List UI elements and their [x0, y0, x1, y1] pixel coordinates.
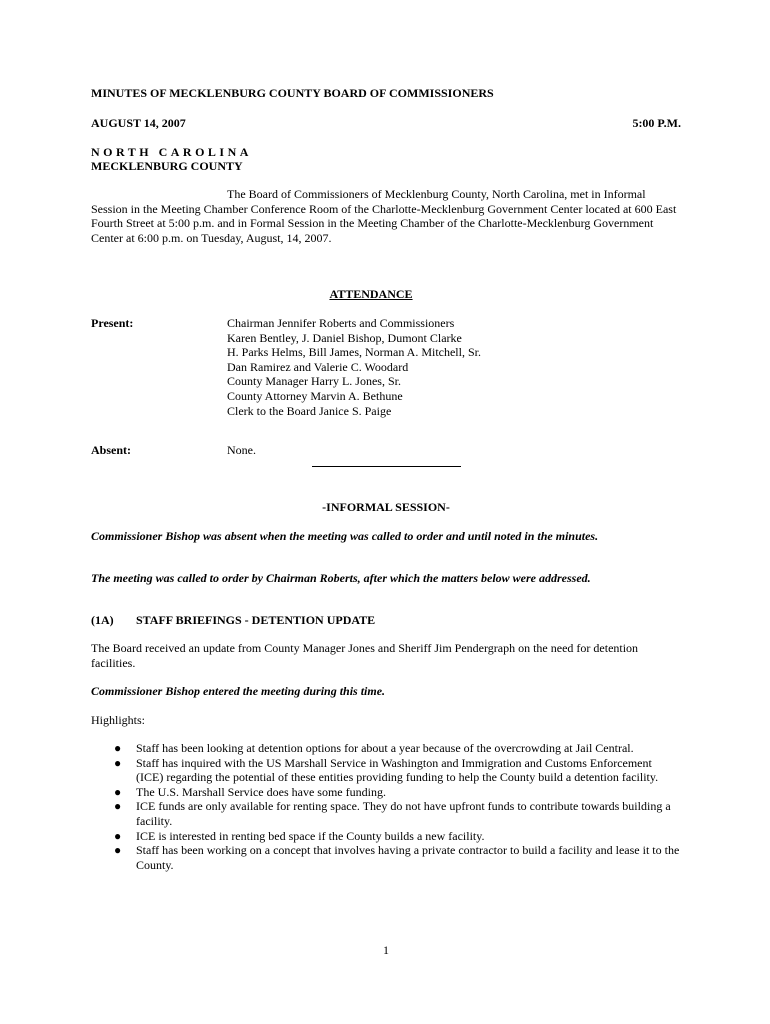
- list-item: [91, 756, 681, 785]
- list-item-text: Staff has inquired with the US Marshall Service in Washington and Immigration and Customs Enforcement (ICE) regarding the potential of these entities providing funding to help the County build a detention facility.: [136, 755, 659, 785]
- list-item-text: The U.S. Marshall Service does have some funding.: [136, 784, 386, 799]
- called-to-order-note: The meeting was called to order by Chairman Roberts, after which the matters below were addressed.: [91, 571, 591, 585]
- highlights-list: [91, 741, 681, 872]
- update-paragraph: The Board received an update from County Manager Jones and Sheriff Jim Pendergraph on the need for detention facilities.: [91, 641, 639, 670]
- bullet-icon: ●: [114, 843, 122, 858]
- bullet-icon: ●: [114, 784, 122, 799]
- present-line: Chairman Jennifer Roberts and Commissioners: [227, 316, 455, 330]
- bullet-icon: ●: [114, 799, 122, 814]
- present-line: Dan Ramirez and Valerie C. Woodard: [227, 359, 409, 374]
- county-name: MECKLENBURG COUNTY: [91, 159, 243, 173]
- meeting-date: AUGUST 14, 2007: [91, 116, 186, 130]
- list-item: [91, 829, 681, 844]
- bullet-icon: ●: [114, 755, 122, 770]
- present-line: Clerk to the Board Janice S. Paige: [227, 403, 392, 418]
- list-item: [91, 843, 681, 872]
- present-line: H. Parks Helms, Bill James, Norman A. Mitchell, Sr.: [227, 345, 481, 360]
- bishop-entered-note: Commissioner Bishop entered the meeting during this time.: [91, 684, 386, 698]
- document-title: MINUTES OF MECKLENBURG COUNTY BOARD OF COMMISSIONERS: [91, 86, 494, 100]
- highlights-label: Highlights:: [91, 713, 146, 727]
- present-line: County Attorney Marvin A. Bethune: [227, 388, 403, 403]
- attendance-heading: ATTENDANCE: [329, 287, 413, 301]
- list-item-text: ICE funds are only available for renting space. They do not have upfront funds to contribute towards building a facility.: [136, 799, 671, 828]
- document-page: [91, 0, 681, 1024]
- present-line: County Manager Harry L. Jones, Sr.: [227, 374, 401, 389]
- list-item-text: Staff has been looking at detention options for about a year because of the overcrowding at Jail Central.: [136, 741, 634, 755]
- session-heading: -INFORMAL SESSION-: [322, 500, 450, 514]
- divider-line: [312, 466, 461, 467]
- page-number: 1: [383, 943, 389, 957]
- list-item: [91, 785, 681, 800]
- present-list: [227, 316, 481, 418]
- list-item: [91, 799, 681, 828]
- state-name: NORTH CAROLINA: [91, 145, 252, 159]
- item-title: STAFF BRIEFINGS - DETENTION UPDATE: [136, 613, 376, 627]
- intro-text: The Board of Commissioners of Mecklenburg County, North Carolina, met in Informal Session in the Meeting Chamber Conference Room of the Charlotte-Mecklenburg Government Center located at 600 East Fourth Street at 5:00 p.m. and in Formal Session in the Meeting Chamber of the Charlotte-Mecklenburg Government Center at 6:00 p.m. on Tuesday, August, 14, 2007.: [91, 187, 677, 245]
- list-item: [91, 741, 681, 756]
- intro-paragraph: [91, 187, 681, 245]
- absent-value: None.: [227, 443, 256, 457]
- meeting-time: 5:00 P.M.: [632, 116, 681, 130]
- bishop-absent-note: Commissioner Bishop was absent when the meeting was called to order and until noted in the minutes.: [91, 529, 599, 543]
- list-item-text: ICE is interested in renting bed space if the County builds a new facility.: [136, 828, 485, 843]
- present-label: Present:: [91, 316, 134, 330]
- item-number: (1A): [91, 613, 114, 627]
- present-line: Karen Bentley, J. Daniel Bishop, Dumont Clarke: [227, 330, 462, 345]
- absent-label: Absent:: [91, 443, 132, 457]
- bullet-icon: ●: [114, 741, 122, 755]
- list-item-text: Staff has been working on a concept that involves having a private contractor to build a facility and lease it to the County.: [136, 843, 680, 872]
- bullet-icon: ●: [114, 828, 122, 843]
